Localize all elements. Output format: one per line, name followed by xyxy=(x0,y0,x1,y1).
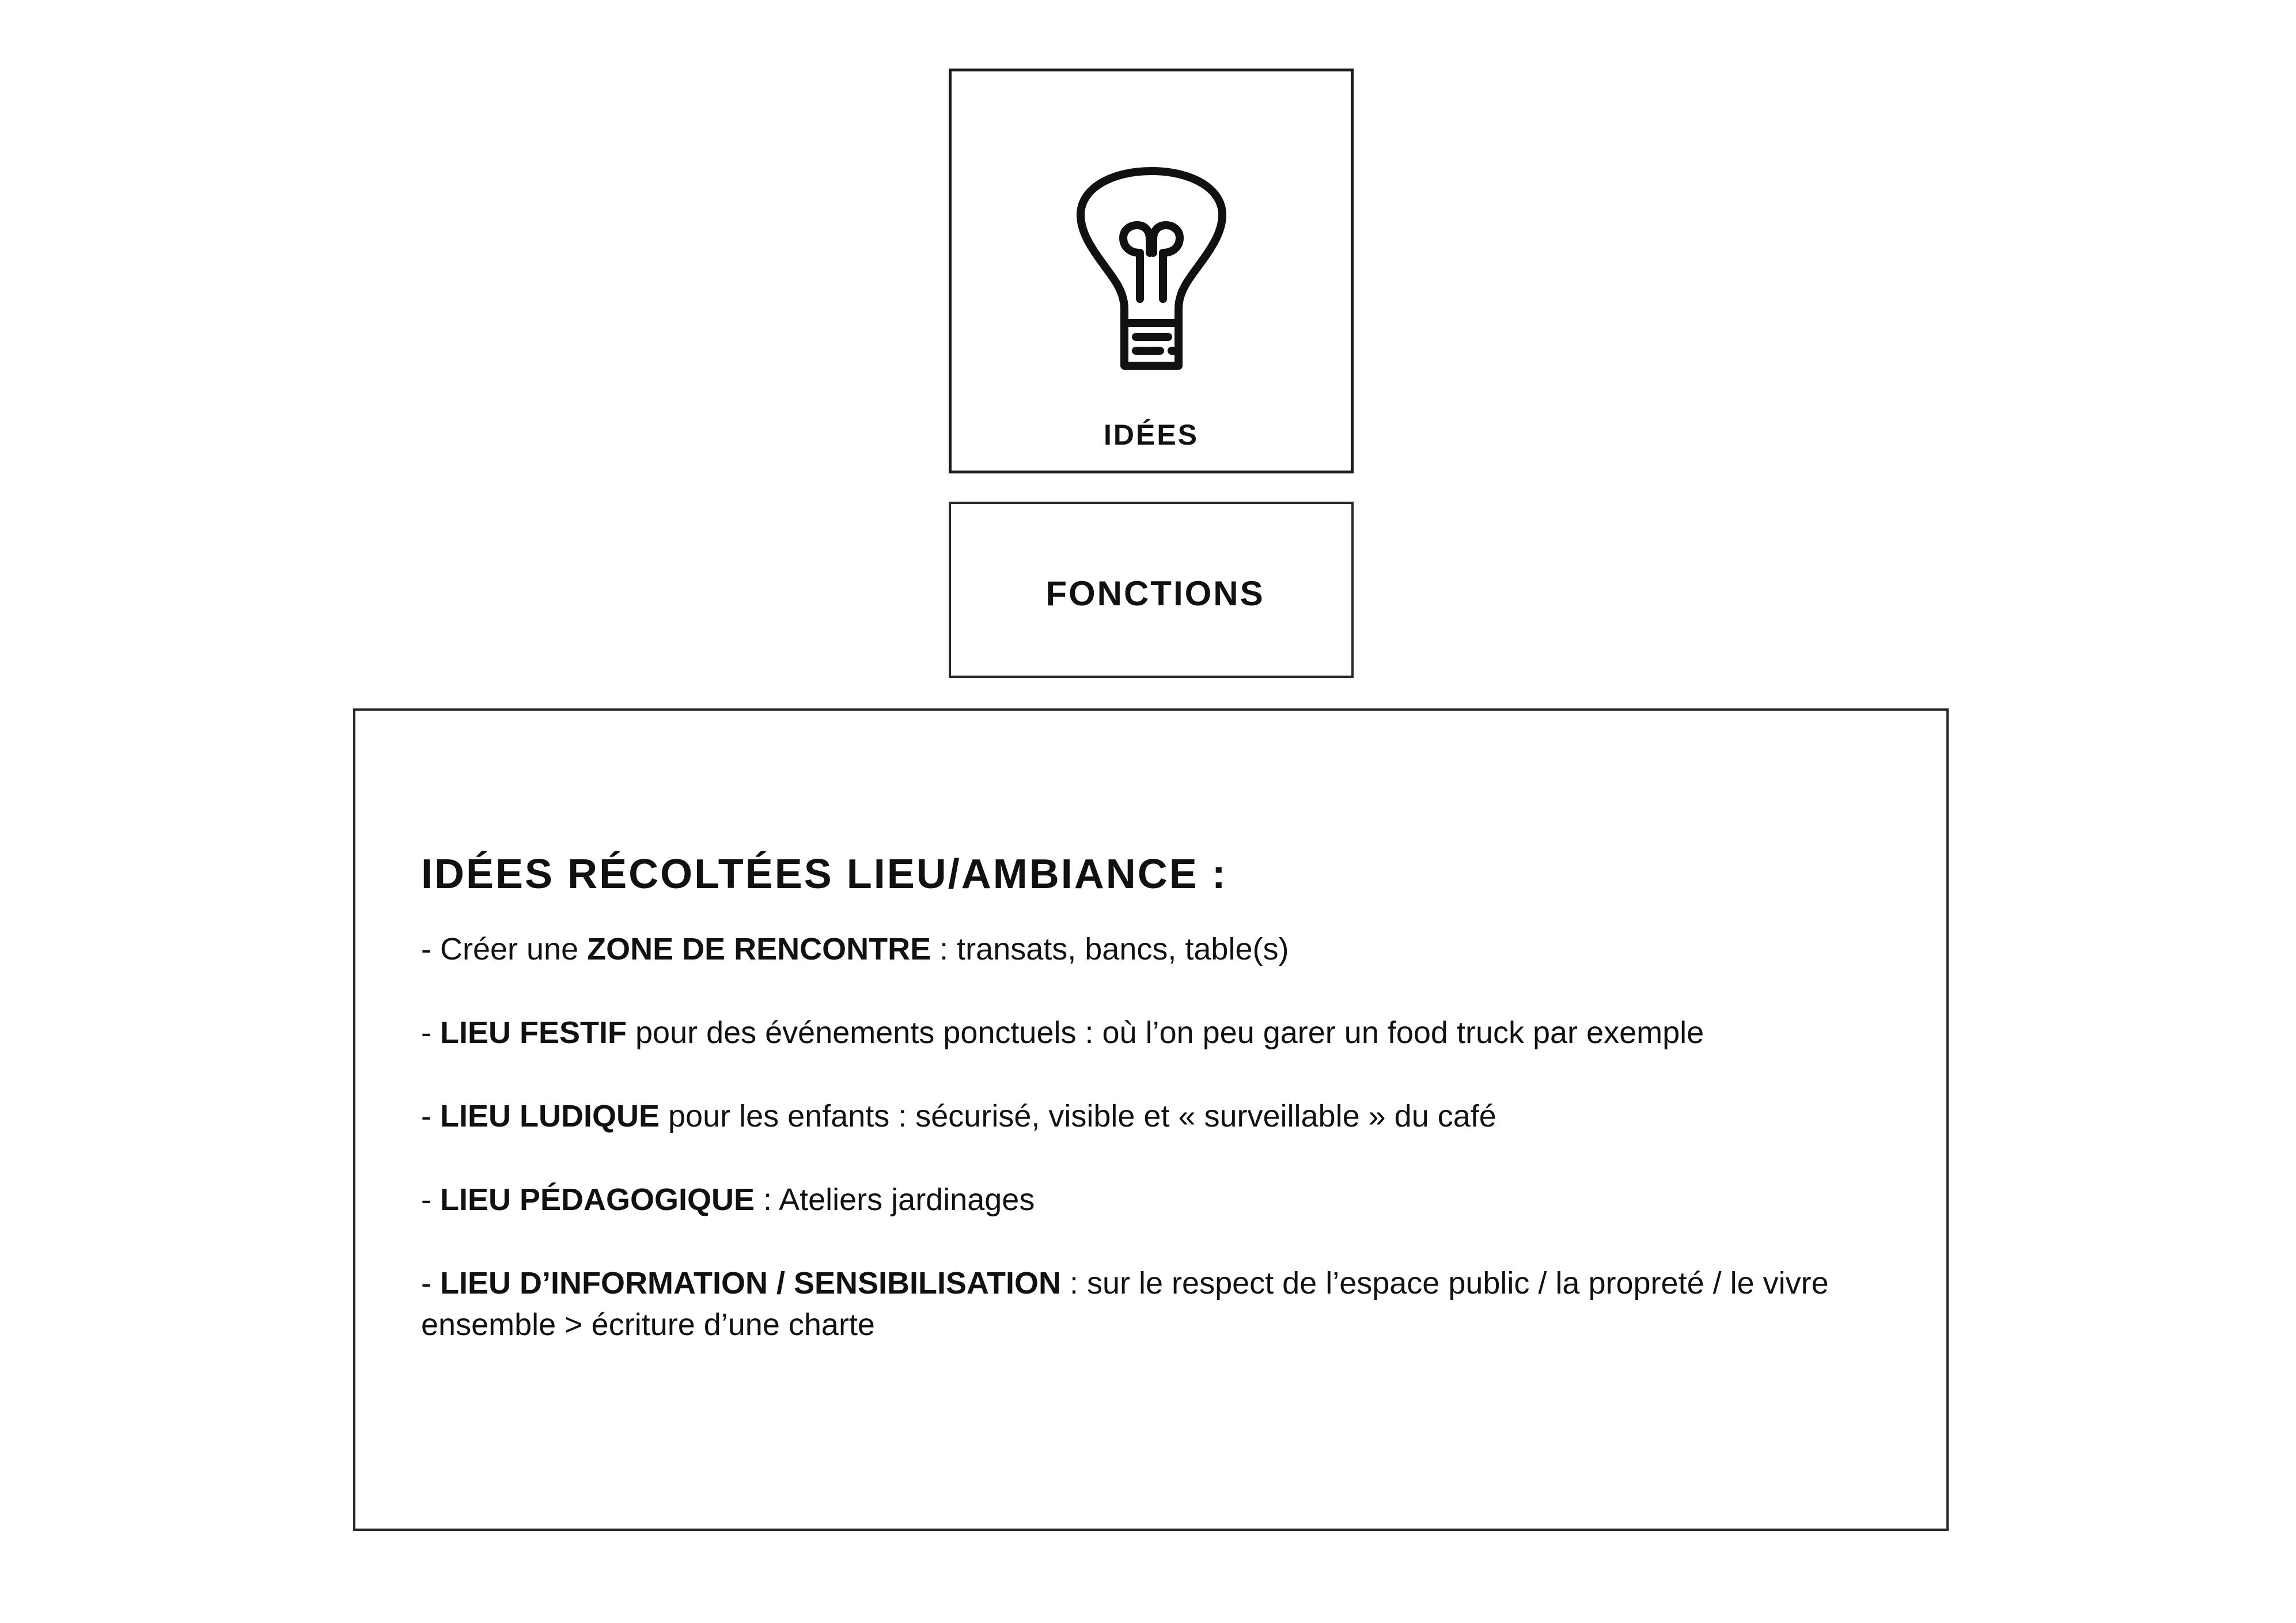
item-keyword: ZONE DE RENCONTRE xyxy=(587,932,931,967)
list-item xyxy=(421,1012,1873,1053)
item-text: : Ateliers jardinages xyxy=(755,1182,1035,1218)
item-text: pour les enfants : sécurisé, visible et « surveillable » du café xyxy=(660,1099,1496,1134)
ideas-panel xyxy=(353,708,1949,1531)
item-keyword: LIEU D’INFORMATION / SENSIBILISATION xyxy=(440,1266,1061,1301)
list-item xyxy=(421,928,1873,970)
item-prefix: - Créer une xyxy=(421,932,588,967)
item-text: pour des événements ponctuels : où l’on peu garer un food truck par exemple xyxy=(627,1015,1704,1051)
lightbulb-icon xyxy=(1074,166,1229,374)
list-item xyxy=(421,1095,1873,1137)
item-prefix: - xyxy=(421,1266,440,1301)
list-item xyxy=(421,1179,1873,1220)
item-keyword: LIEU FESTIF xyxy=(440,1015,627,1051)
item-prefix: - xyxy=(421,1099,440,1134)
fonctions-label: FONCTIONS xyxy=(1045,574,1265,613)
item-text: : transats, bancs, table(s) xyxy=(931,932,1289,967)
section-title: IDÉES RÉCOLTÉES LIEU/AMBIANCE : xyxy=(421,851,1227,897)
ideas-content xyxy=(421,852,1873,1387)
item-text: : sur le respect de l’espace public / la propreté / le vivre ensemble > écriture d’une charte xyxy=(421,1266,1829,1343)
item-prefix: - xyxy=(421,1182,440,1218)
fonctions-card xyxy=(949,502,1354,678)
idees-card xyxy=(949,69,1354,473)
list-item xyxy=(421,1262,1873,1345)
item-prefix: - xyxy=(421,1015,440,1051)
item-keyword: LIEU LUDIQUE xyxy=(440,1099,660,1134)
item-keyword: LIEU PÉDAGOGIQUE xyxy=(440,1182,755,1218)
idees-label: IDÉES xyxy=(1103,419,1199,451)
